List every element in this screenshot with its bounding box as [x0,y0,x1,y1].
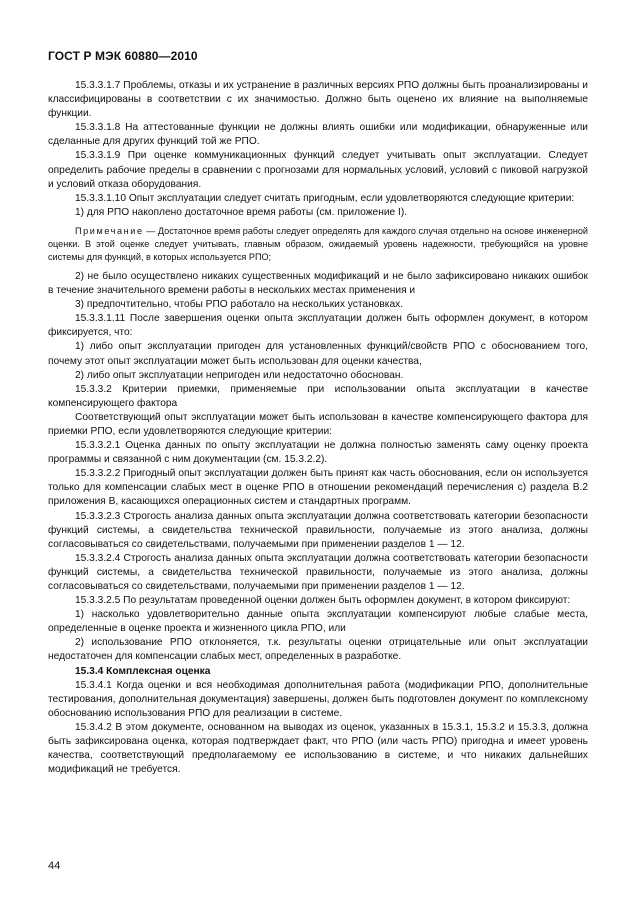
paragraph: 15.3.3.2.1 Оценка данных по опыту эксплуатации не должна полностью заменять саму оценку проекта программы и связанной с ним документации (см. 15.3.2.2). [48,440,588,466]
list-item: 2) не было осуществлено никаких существенных модификаций и не было зафиксировано никаких ошибок в течение значительного времени работы в нескольких местах применения и [48,270,588,297]
paragraph: 15.3.3.1.11 После завершения оценки опыта эксплуатации должен быть оформлен документ, в котором фиксируется, что: [48,313,588,339]
paragraph: 15.3.3.2.2 Пригодный опыт эксплуатации должен быть принят как часть обоснования, если он используется только для компенсации слабых мест в оценке РПО в отношении рекомендаций перечисления с) раздела В.2 приложения В, касающихся операционных систем и стандартных программ. [48,468,588,508]
document-header: ГОСТ Р МЭК 60880—2010 [48,49,198,63]
paragraph: 15.3.4.1 Когда оценки и вся необходимая дополнительная работа (модификации РПО, дополнительные тестирования, дополнительная документация) завершены, должен быть подготовлен документ по комплексному обоснованию использования РПО для реализации в системе. [48,679,588,719]
paragraph: 15.3.4.2 В этом документе, основанном на выводах из оценок, указанных в 15.3.1, 15.3.2 и 15.3.3, должна быть зафиксирована оценка, которая подтверждает факт, что РПО (или часть РПО) пригодна и имеет уровень качества, соответствующий предполагаемому ее использованию в системе, и что никаких дальнейших модификаций не требуется. [48,721,588,776]
page-number: 44 [48,860,61,872]
paragraph: 15.3.3.2 Критерии приемки, применяемые при использовании опыта эксплуатации в качестве компенсирующего фактора [48,383,588,409]
paragraph: 15.3.3.1.9 При оценке коммуникационных функций следует учитывать опыт эксплуатации. Следует определить рабочие пределы в сравнении с прогнозами для нормальных условий, условий с пиковой нагрузкой и условий отказа оборудования. [48,150,588,190]
note [48,225,588,264]
list-item: 1) либо опыт эксплуатации пригоден для установленных функций/свойств РПО с обоснованием того, почему этот опыт эксплуатации может быть использован для оценки качества, [48,341,588,367]
paragraph: 15.3.3.2.4 Строгость анализа данных опыта эксплуатации должна соответствовать категории безопасности функций системы, а свидетельства технической правильности, получаемые из этого анализа, должны согласовываться со свидетельствами, получаемыми при применении разделов 1 — 12. [48,552,588,592]
list-item: 2) либо опыт эксплуатации непригоден или недостаточно обоснован. [75,369,404,381]
section-heading: 15.3.4 Комплексная оценка [75,665,211,677]
paragraph: 15.3.3.1.10 Опыт эксплуатации следует считать пригодным, если удовлетворяются следующие критерии: [75,192,575,204]
list-item: 1) для РПО накоплено достаточное время работы (см. приложение I). [75,206,408,218]
list-item: 1) насколько удовлетворительно данные опыта эксплуатации компенсируют любые слабые места, определенные в оценке проекта и жизненного цикла РПО, или [48,609,588,635]
paragraph: 15.3.3.1.8 На аттестованные функции не должны влиять ошибки или модификации, обнаруженные или сделанные для других функций той же РПО. [48,122,588,148]
list-item: 2) использование РПО отклоняется, т.к. результаты оценки отрицательные или опыт эксплуатации недостаточен для компенсации слабых мест, определенных в разработке. [48,637,588,663]
paragraph: 15.3.3.2.5 По результатам проведенной оценки должен быть оформлен документ, в котором фиксируют: [75,595,571,607]
paragraph: 15.3.3.1.7 Проблемы, отказы и их устранение в различных версиях РПО должны быть проанализированы и классифицированы в соответствии с их значимостью. Должно быть оценено их влияние на выполняемые функции. [48,80,588,120]
document-body [48,79,588,777]
note-text: — Достаточное время работы следует определять для каждого случая отдельно на основе инженерной оценки. В этой оценке следует учитывать, главным образом, ожидаемый уровень надежности, требующийся на уровне системы для функций, в которых используется РПО; [48,225,588,262]
note-label: Примечание [75,225,144,236]
list-item: 3) предпочтительно, чтобы РПО работало на нескольких установках. [75,299,404,311]
paragraph: 15.3.3.2.3 Строгость анализа данных опыта эксплуатации должна соответствовать категории безопасности функций системы, а свидетельства технической правильности, получаемые из этого анализа, должны согласовываться со свидетельствами, получаемыми при применении разделов 1 — 12. [48,510,588,550]
paragraph: Соответствующий опыт эксплуатации может быть использован в качестве компенсирующего фактора для приемки РПО, если удовлетворяются следующие критерии: [48,411,588,437]
